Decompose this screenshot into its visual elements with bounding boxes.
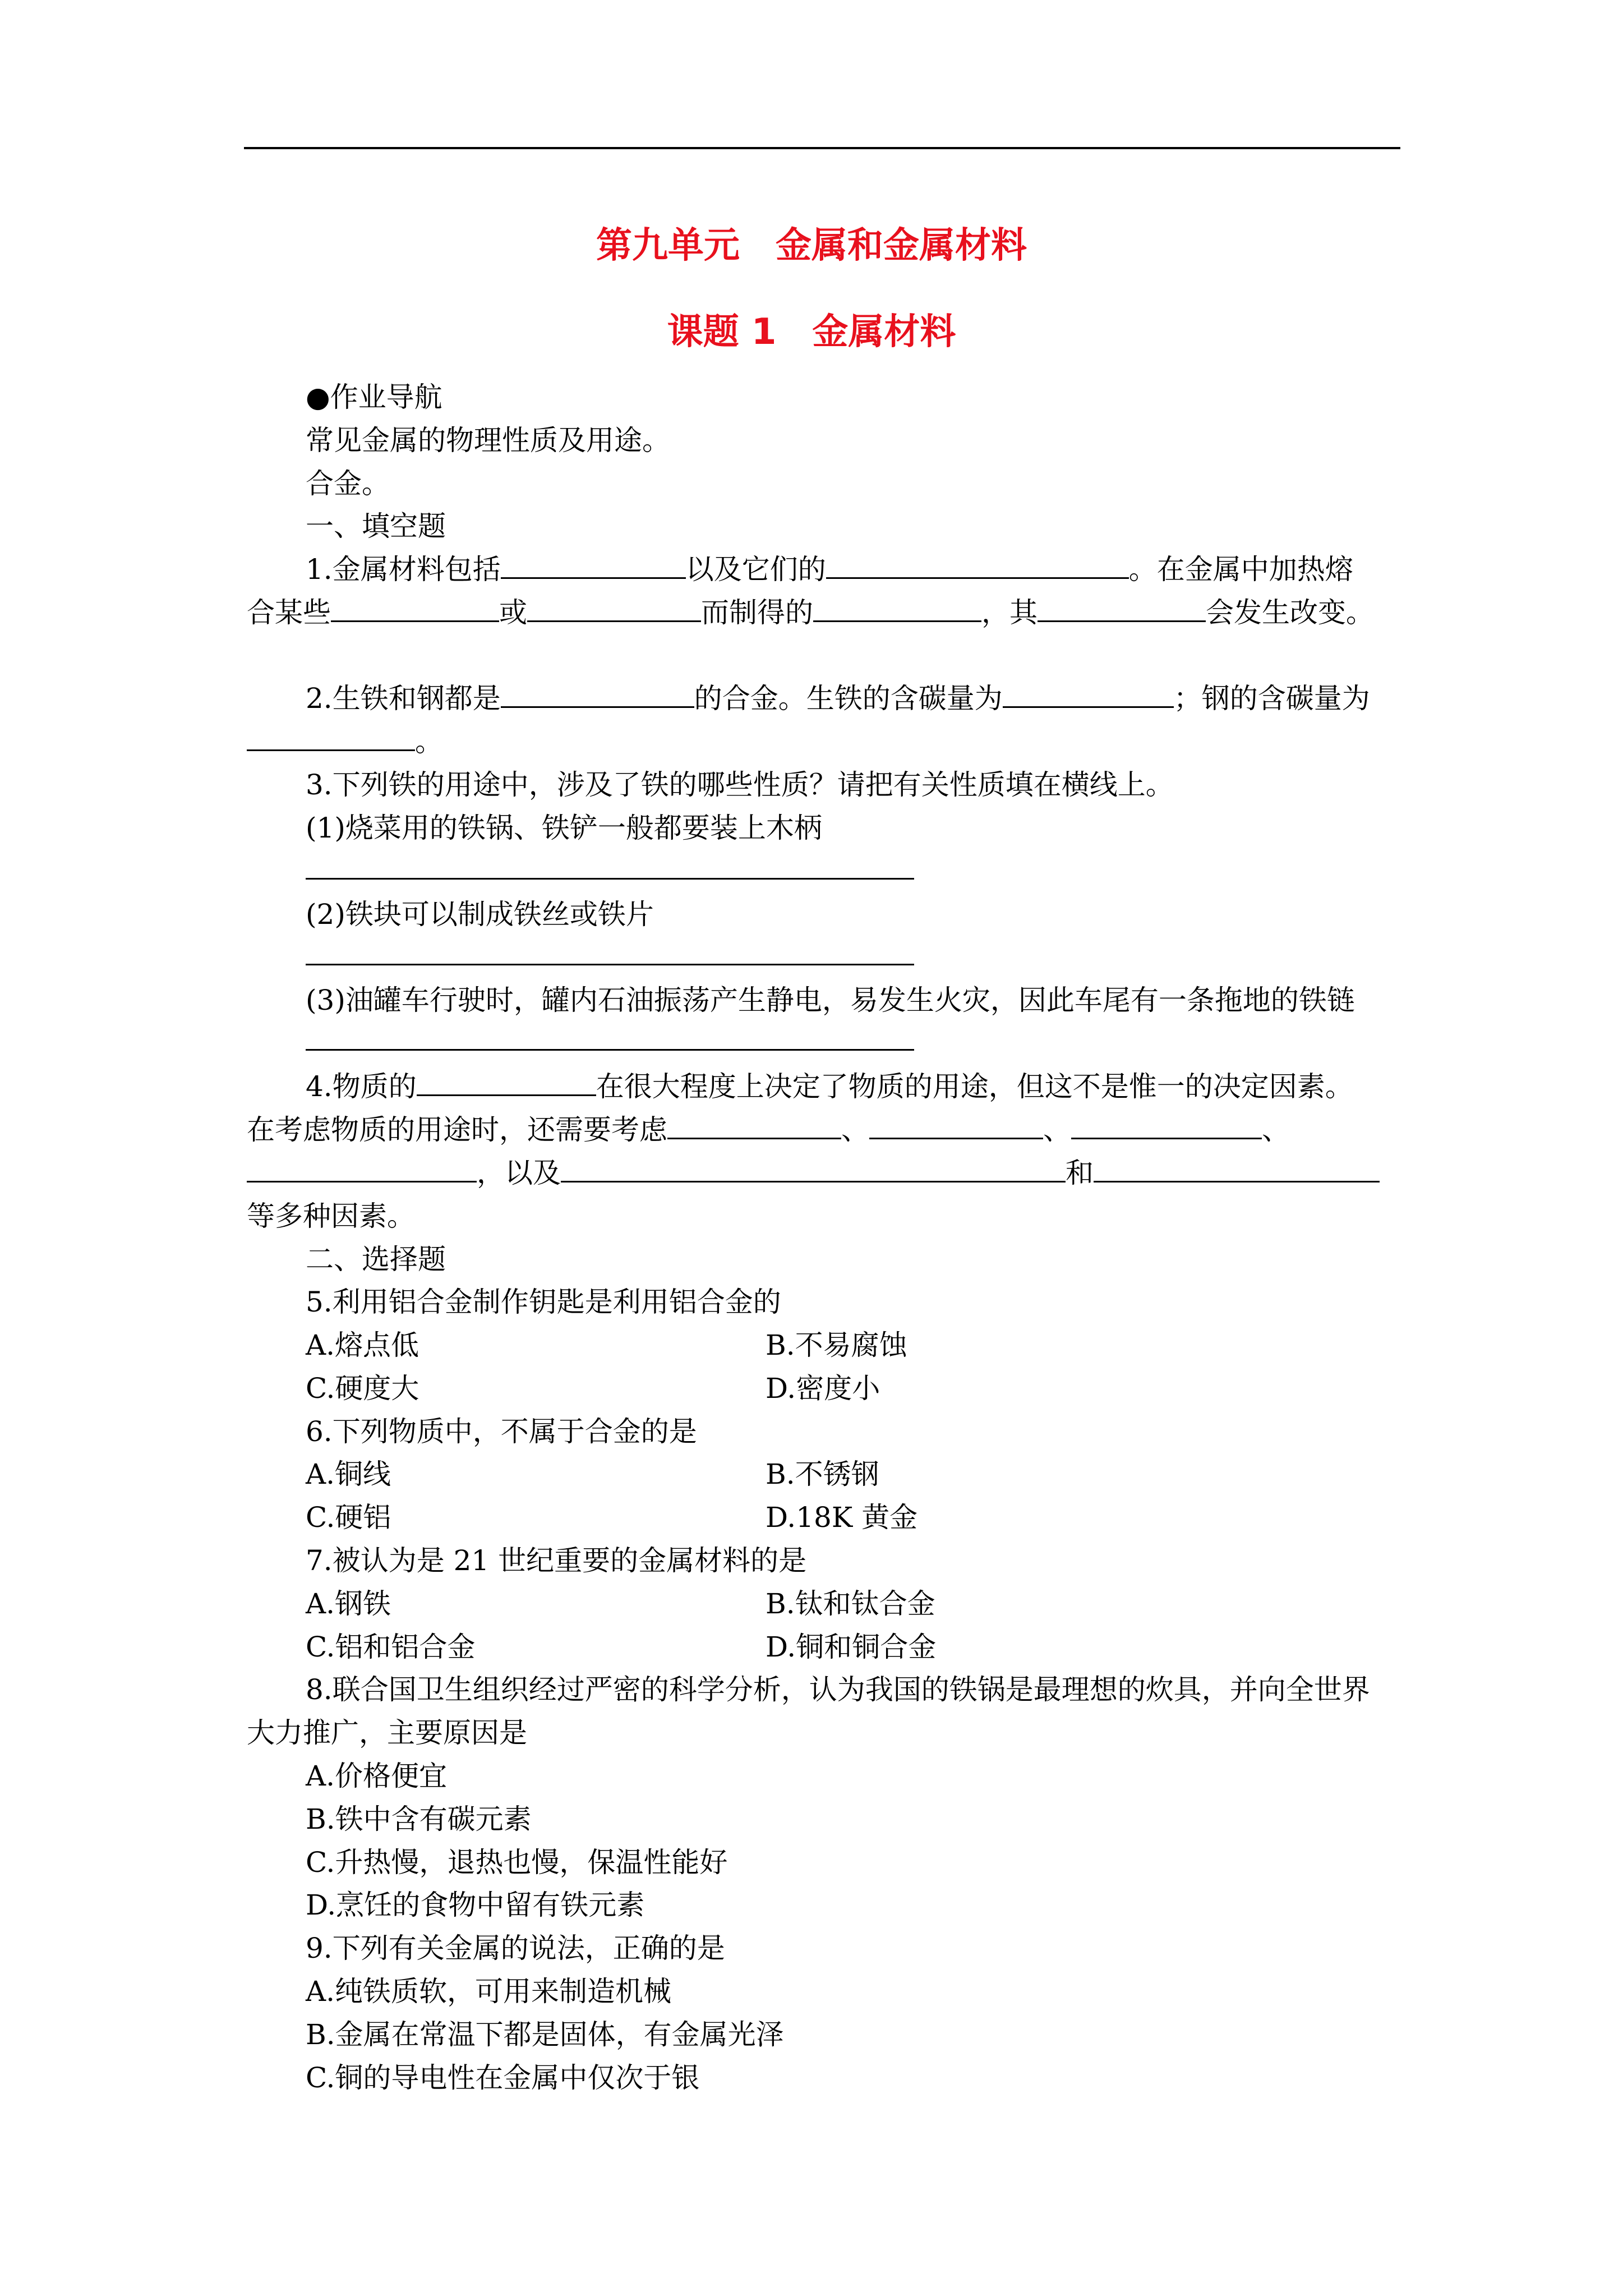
answer-blank[interactable] bbox=[501, 549, 686, 579]
section-heading: 二、选择题 bbox=[306, 1243, 446, 1276]
option-b[interactable]: B.不锈钢 bbox=[766, 1458, 879, 1490]
question-2-line: 。 bbox=[247, 719, 1623, 760]
option-b[interactable]: B.不易腐蚀 bbox=[766, 1329, 907, 1361]
question-1-line: 1.金属材料包括 以及它们的 。在金属中加热熔 bbox=[306, 547, 1623, 587]
option-b[interactable]: B.金属在常温下都是固体，有金属光泽 bbox=[306, 2018, 784, 2051]
question-6-stem: 6.下列物质中，不属于合金的是 bbox=[306, 1415, 697, 1448]
question-3-item: (3)油罐车行驶时，罐内石油振荡产生静电，易发生火灾，因此车尾有一条拖地的铁链 bbox=[306, 984, 1355, 1016]
question-3-stem: 3.下列铁的用途中，涉及了铁的哪些性质？请把有关性质填在横线上。 bbox=[306, 769, 1174, 801]
answer-blank[interactable] bbox=[1038, 592, 1206, 622]
guide-item: 常见金属的物理性质及用途。 bbox=[306, 424, 670, 457]
header-rule bbox=[244, 147, 1400, 149]
question-4-line: 4.物质的 在很大程度上决定了物质的用途，但这不是惟一的决定因素。 bbox=[306, 1064, 1623, 1105]
answer-blank[interactable] bbox=[1094, 1153, 1380, 1182]
answer-blank[interactable] bbox=[247, 1153, 477, 1182]
option-c[interactable]: C.硬铝 bbox=[306, 1501, 391, 1534]
option-d[interactable]: D.密度小 bbox=[766, 1372, 880, 1405]
answer-blank[interactable] bbox=[667, 1110, 841, 1139]
unit-title: 第九单元 金属和金属材料 bbox=[596, 225, 1027, 266]
answer-blank[interactable] bbox=[869, 1110, 1043, 1139]
answer-blank[interactable] bbox=[331, 592, 499, 622]
answer-blank[interactable] bbox=[527, 592, 701, 622]
option-c[interactable]: C.硬度大 bbox=[306, 1372, 419, 1405]
option-a[interactable]: A.铜线 bbox=[306, 1458, 391, 1490]
option-a[interactable]: A.价格便宜 bbox=[306, 1760, 448, 1792]
option-a[interactable]: A.熔点低 bbox=[306, 1329, 419, 1361]
answer-blank[interactable] bbox=[1071, 1110, 1262, 1139]
question-9-stem: 9.下列有关金属的说法，正确的是 bbox=[306, 1932, 725, 1964]
question-4-line: ，以及 和 bbox=[247, 1151, 1623, 1191]
answer-blank[interactable] bbox=[417, 1066, 596, 1096]
option-a[interactable]: A.钢铁 bbox=[306, 1588, 391, 1620]
answer-blank[interactable] bbox=[561, 1153, 1066, 1182]
question-8-stem: 8.联合国卫生组织经过严密的科学分析，认为我国的铁锅是最理想的炊具，并向全世界 bbox=[306, 1673, 1370, 1706]
option-a[interactable]: A.纯铁质软，可用来制造机械 bbox=[306, 1975, 672, 2008]
option-d[interactable]: D.18K 黄金 bbox=[766, 1501, 918, 1534]
question-4-line: 等多种因素。 bbox=[247, 1200, 415, 1232]
option-b[interactable]: B.铁中含有碳元素 bbox=[306, 1803, 532, 1835]
option-c[interactable]: C.铜的导电性在金属中仅次于银 bbox=[306, 2062, 700, 2094]
answer-blank[interactable] bbox=[501, 678, 694, 708]
option-b[interactable]: B.钛和钛合金 bbox=[766, 1588, 935, 1620]
question-1-line: 合某些 或 而制得的 ，其 会发生改变。 bbox=[247, 590, 1623, 631]
answer-blank[interactable] bbox=[1003, 678, 1174, 708]
question-2-line: 2.生铁和钢都是 的合金。生铁的含碳量为 ；钢的含碳量为 bbox=[306, 676, 1623, 716]
option-d[interactable]: D.铜和铜合金 bbox=[766, 1631, 937, 1663]
answer-blank[interactable] bbox=[813, 592, 981, 622]
option-c[interactable]: C.铝和铝合金 bbox=[306, 1631, 476, 1663]
question-8-stem: 大力推广，主要原因是 bbox=[247, 1717, 527, 1749]
option-c[interactable]: C.升热慢，退热也慢，保温性能好 bbox=[306, 1846, 728, 1879]
question-3-item: (1)烧菜用的铁锅、铁铲一般都要装上木柄 bbox=[306, 812, 822, 844]
answer-blank[interactable] bbox=[826, 549, 1129, 579]
question-7-stem: 7.被认为是 21 世纪重要的金属材料的是 bbox=[306, 1544, 807, 1577]
option-d[interactable]: D.烹饪的食物中留有铁元素 bbox=[306, 1889, 645, 1921]
answer-blank[interactable] bbox=[247, 721, 415, 751]
answer-line[interactable] bbox=[306, 964, 914, 965]
question-4-line: 在考虑物质的用途时，还需要考虑 、 、 、 bbox=[247, 1107, 1623, 1148]
section-heading: 一、填空题 bbox=[306, 510, 446, 542]
answer-line[interactable] bbox=[306, 878, 914, 880]
lesson-title: 课题 1 金属材料 bbox=[667, 311, 956, 353]
guide-item: 合金。 bbox=[306, 467, 390, 500]
answer-line[interactable] bbox=[306, 1049, 914, 1051]
guide-heading: ●作业导航 bbox=[306, 381, 442, 413]
question-3-item: (2)铁块可以制成铁丝或铁片 bbox=[306, 898, 654, 931]
question-5-stem: 5.利用铝合金制作钥匙是利用铝合金的 bbox=[306, 1286, 781, 1318]
